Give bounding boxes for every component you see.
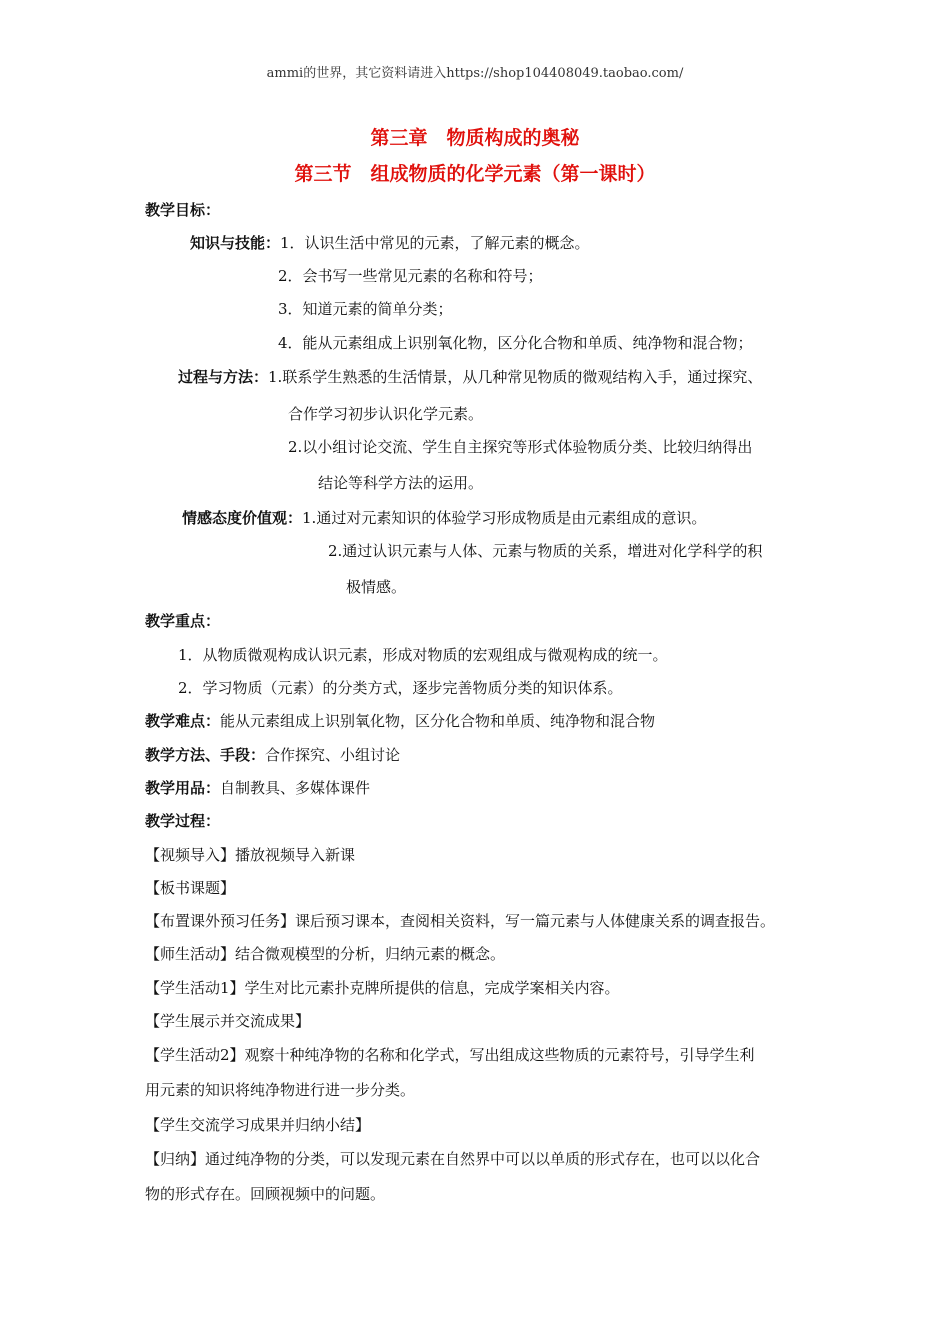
process-heading: 教学过程： <box>145 812 221 830</box>
process-step: 【视频导入】播放视频导入新课 <box>145 846 356 864</box>
emotion-label: 情感态度价值观： <box>182 509 303 527</box>
process-step: 【师生活动】结合微观模型的分析，归纳元素的概念。 <box>145 945 506 963</box>
emotion-line: 2.通过认识元素与人体、元素与物质的关系，增进对化学科学的积 <box>328 542 763 560</box>
process-step: 【学生展示并交流成果】 <box>145 1012 311 1030</box>
process-label: 过程与方法： <box>178 368 269 386</box>
process-step: 【布置课外预习任务】课后预习课本，查阅相关资料，写一篇元素与人体健康关系的调查报告。 <box>145 912 776 930</box>
objectives-heading: 教学目标： <box>145 201 221 219</box>
materials-row <box>145 778 370 798</box>
process-step: 【学生活动2】观察十种纯净物的名称和化学式，写出组成这些物质的元素符号，引导学生利 <box>145 1046 755 1064</box>
knowledge-label: 知识与技能： <box>190 234 281 252</box>
process-line: 合作学习初步认识化学元素。 <box>288 405 484 423</box>
difficulty-row <box>145 711 655 731</box>
methods-text: 合作探究、小组讨论 <box>265 746 401 764</box>
knowledge-item: 3．知道元素的简单分类； <box>278 300 453 318</box>
methods-row <box>145 745 400 765</box>
process-step: 用元素的知识将纯净物进行进一步分类。 <box>145 1081 416 1099</box>
emotion-row-1 <box>182 508 706 528</box>
process-step: 【归纳】通过纯净物的分类，可以发现元素在自然界中可以以单质的形式存在，也可以以化合 <box>145 1150 761 1168</box>
process-step: 物的形式存在。回顾视频中的问题。 <box>145 1185 386 1203</box>
header-note: ammi的世界，其它资料请进入https://shop104408049.taobao.com/ <box>266 66 684 81</box>
knowledge-item: 4．能从元素组成上识别氧化物，区分化合物和单质、纯净物和混合物； <box>278 334 753 352</box>
difficulty-text: 能从元素组成上识别氧化物，区分化合物和单质、纯净物和混合物 <box>220 712 656 730</box>
key-point-item: 1．从物质微观构成认识元素，形成对物质的宏观组成与微观构成的统一。 <box>178 646 668 664</box>
process-step: 【板书课题】 <box>145 879 236 897</box>
process-line: 2.以小组讨论交流、学生自主探究等形式体验物质分类、比较归纳得出 <box>288 438 753 456</box>
emotion-line: 1.通过对元素知识的体验学习形成物质是由元素组成的意识。 <box>302 509 707 527</box>
section-title: 第三节 组成物质的化学元素（第一课时） <box>294 163 656 185</box>
key-points-heading: 教学重点： <box>145 612 221 630</box>
process-row-1 <box>178 367 762 387</box>
methods-label: 教学方法、手段： <box>145 746 266 764</box>
materials-label: 教学用品： <box>145 779 221 797</box>
key-point-item: 2．学习物质（元素）的分类方式，逐步完善物质分类的知识体系。 <box>178 679 623 697</box>
process-step: 【学生活动1】学生对比元素扑克牌所提供的信息，完成学案相关内容。 <box>145 979 620 997</box>
process-line: 结论等科学方法的运用。 <box>318 474 484 492</box>
knowledge-row-1 <box>190 233 590 253</box>
chapter-title: 第三章 物质构成的奥秘 <box>370 127 580 149</box>
process-line: 1.联系学生熟悉的生活情景，从几种常见物质的微观结构入手，通过探究、 <box>268 368 763 386</box>
process-step: 【学生交流学习成果并归纳小结】 <box>145 1116 371 1134</box>
difficulty-label: 教学难点： <box>145 712 221 730</box>
materials-text: 自制教具、多媒体课件 <box>220 779 371 797</box>
knowledge-item: 1．认识生活中常见的元素，了解元素的概念。 <box>280 234 590 252</box>
emotion-line: 极情感。 <box>346 578 407 596</box>
knowledge-item: 2．会书写一些常见元素的名称和符号； <box>278 267 543 285</box>
